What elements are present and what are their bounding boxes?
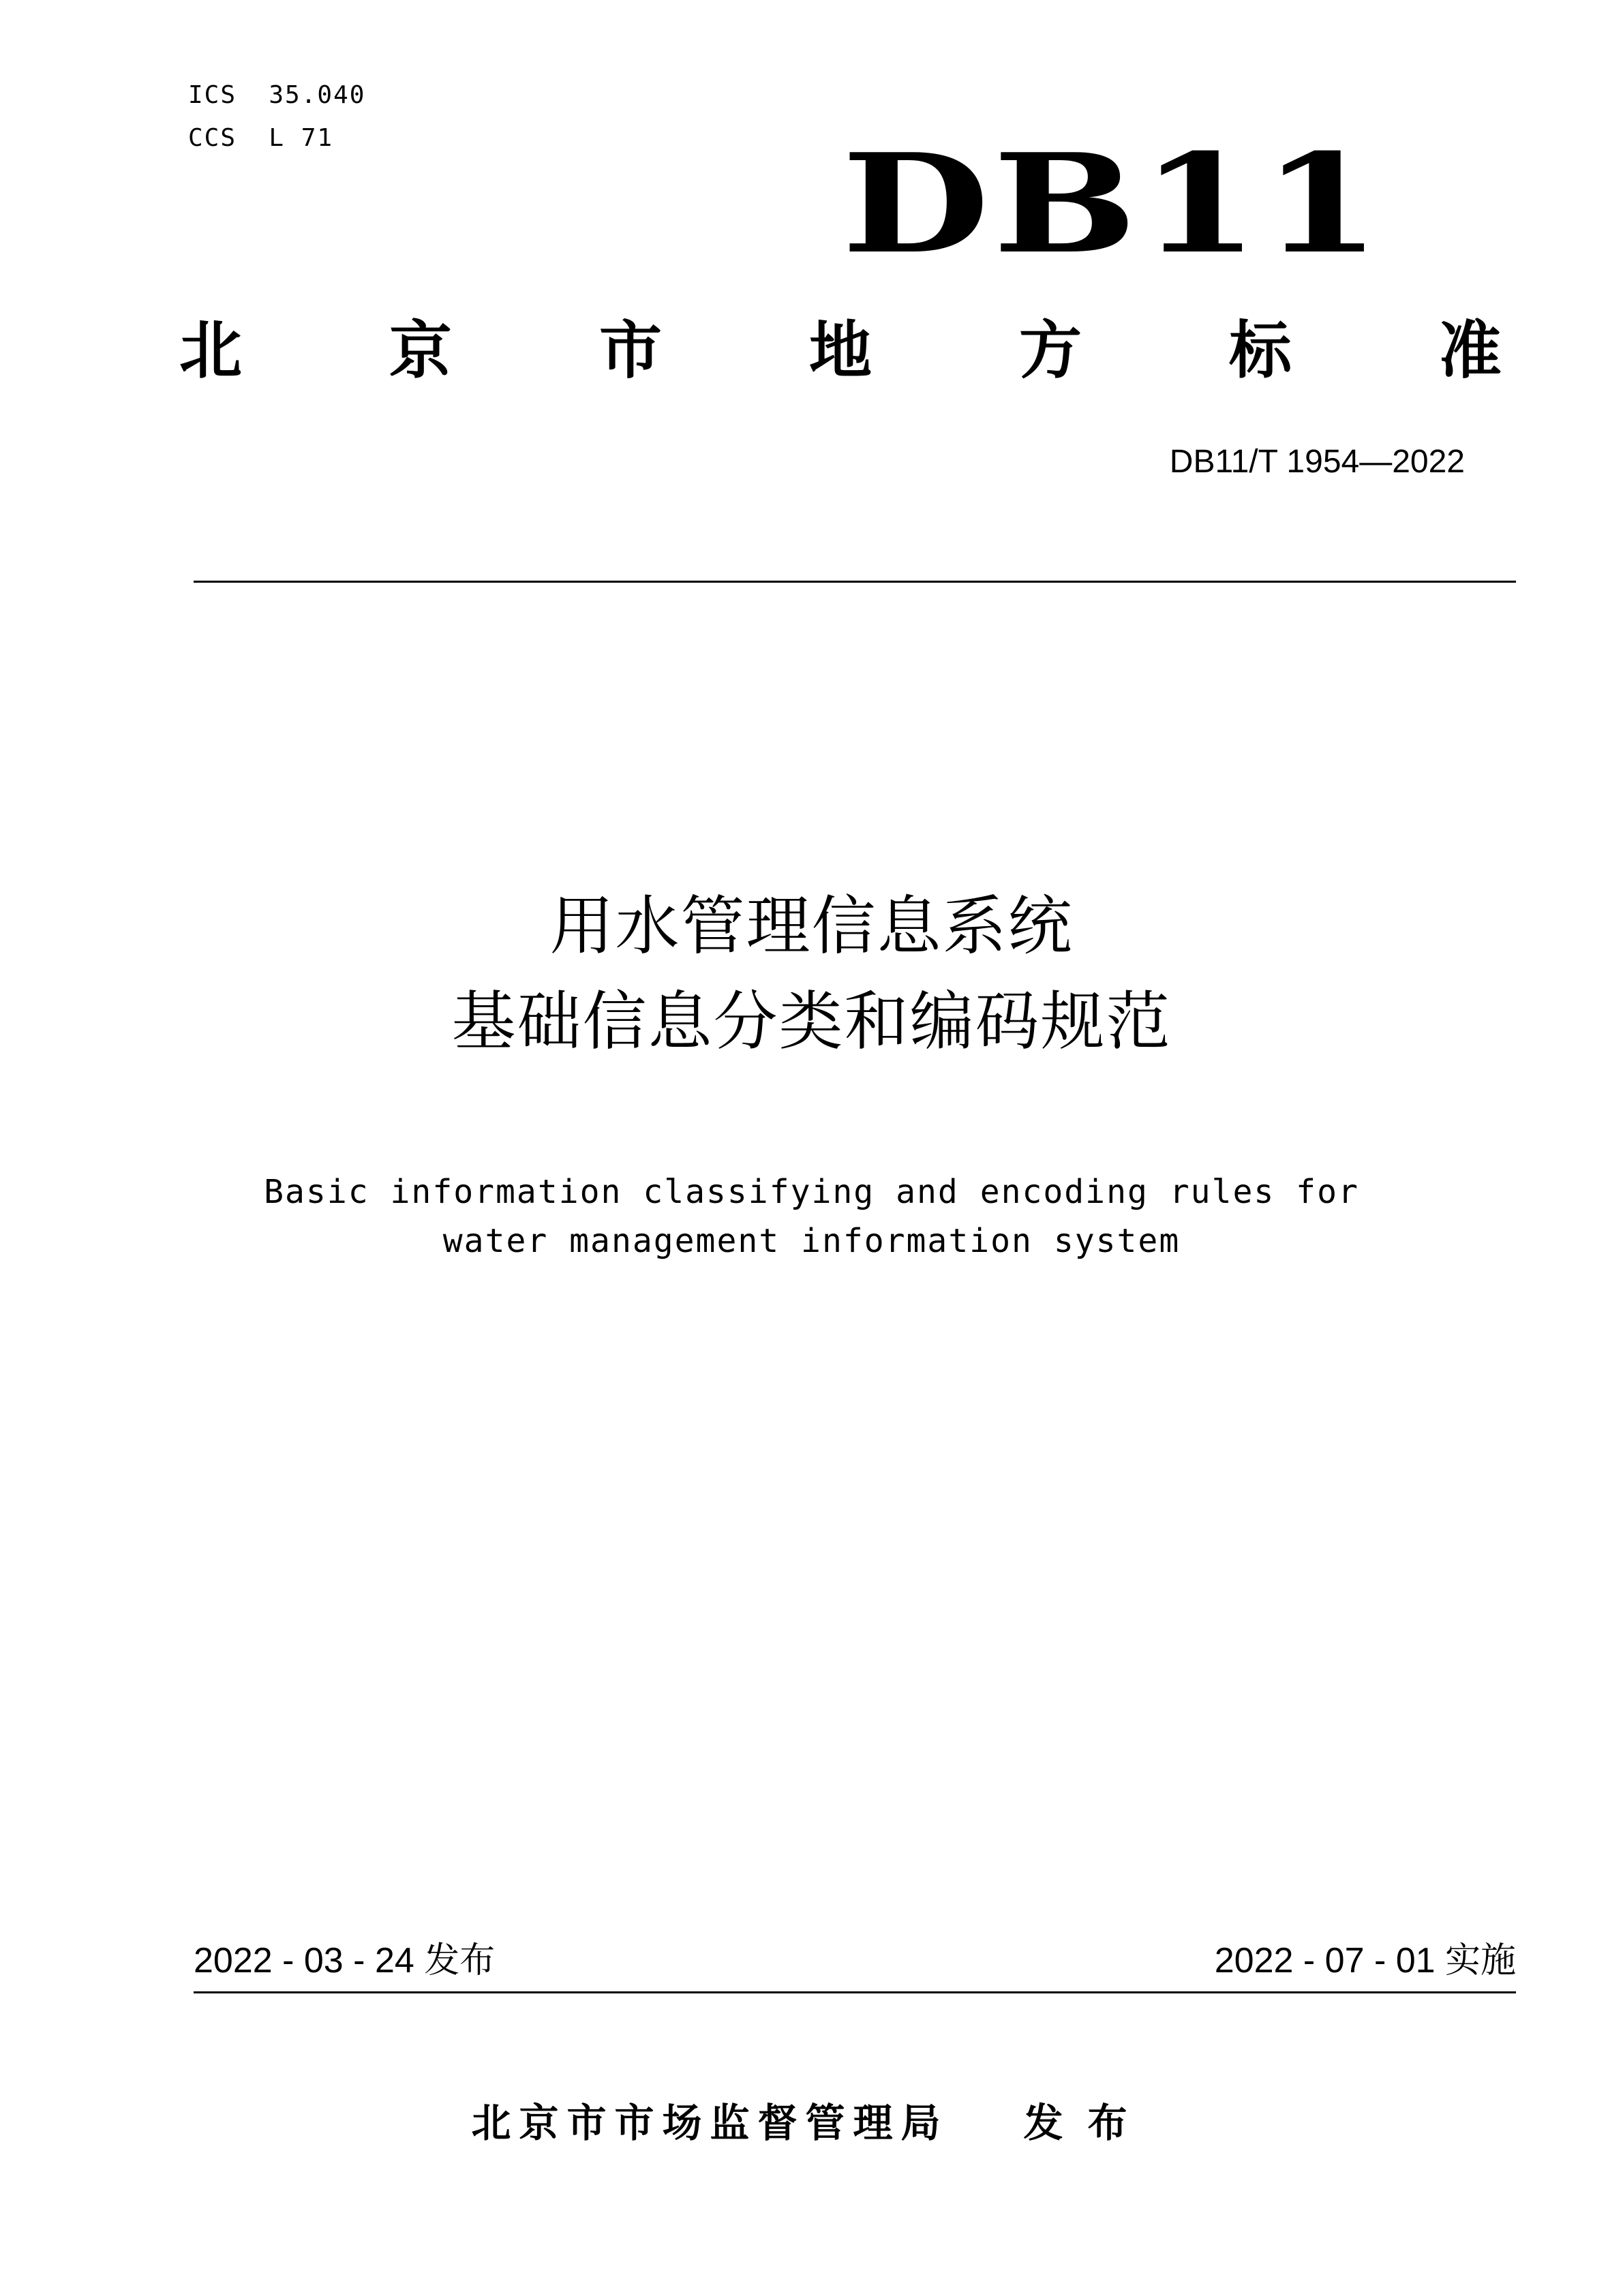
standard-type-char: 方 xyxy=(1018,314,1082,387)
ics-code: ICS 35.040 xyxy=(188,81,366,109)
footer-divider xyxy=(194,1991,1516,1993)
standard-type-char: 市 xyxy=(598,314,662,387)
title-cn-line2: 基础信息分类和编码规范 xyxy=(451,985,1172,1059)
standard-number: DB11/T 1954—2022 xyxy=(1169,444,1465,480)
standard-type-char: 地 xyxy=(808,314,872,387)
standard-type-char: 北 xyxy=(179,314,243,387)
db11-mark: DB11 xyxy=(841,124,1384,284)
publisher-line xyxy=(0,2096,1623,2150)
standard-type-heading xyxy=(179,313,1502,388)
header-divider xyxy=(194,581,1516,583)
title-en-line2: water management information system xyxy=(442,1222,1181,1260)
publish-label: 发布 xyxy=(1023,2100,1152,2146)
implementation-date: 2022 - 07 - 01 实施 xyxy=(1214,1941,1516,1980)
ccs-code: CCS L 71 xyxy=(188,124,334,152)
issue-date: 2022 - 03 - 24 发布 xyxy=(194,1941,496,1980)
title-en-line1: Basic information classifying and encoding rules for xyxy=(264,1173,1359,1211)
publisher-name: 北京市市场监督管理局 xyxy=(471,2100,949,2146)
standard-type-char: 京 xyxy=(389,314,452,387)
standard-type-char: 准 xyxy=(1438,314,1502,387)
standard-type-char: 标 xyxy=(1228,314,1292,387)
title-cn-line1: 用水管理信息系统 xyxy=(549,889,1074,964)
